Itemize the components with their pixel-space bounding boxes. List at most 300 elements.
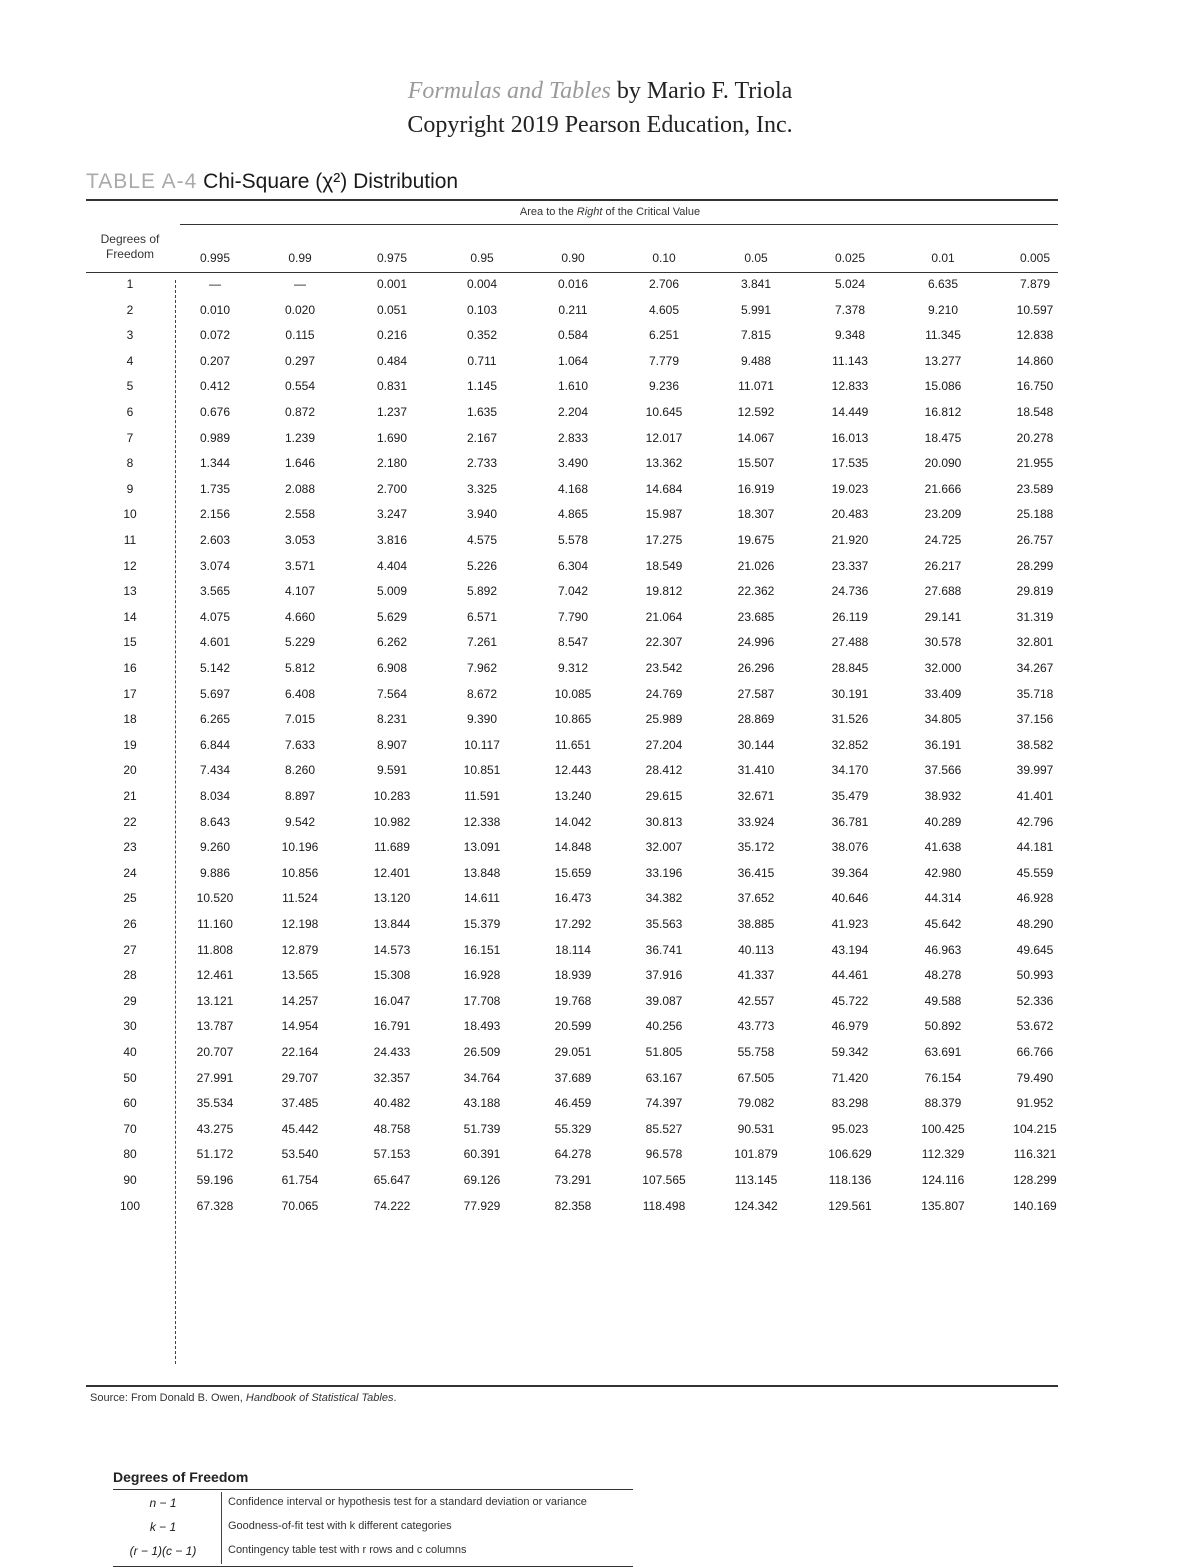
critical-value-cell: 12.401 [373,865,411,880]
critical-value-cell: 10.645 [645,405,683,419]
area-rule [180,224,1058,225]
table-row [0,1071,1200,1096]
critical-value-cell: 38.932 [924,789,962,803]
table-row [0,1096,1200,1121]
dof-item [113,1516,633,1540]
df-cell: 19 [123,737,137,752]
critical-value-cell: 57.153 [373,1147,411,1162]
critical-value-cell: 6.304 [557,558,589,573]
critical-value-cell: 59.196 [196,1173,234,1187]
critical-value-cell: 1.646 [284,456,316,471]
critical-value-cell: 5.578 [557,533,589,547]
df-cell: 5 [126,379,134,394]
critical-value-cell: 11.071 [738,379,774,394]
critical-value-cell: 6.844 [199,737,231,752]
critical-value-cell: 17.535 [831,456,869,471]
critical-value-cell: 45.442 [281,1121,319,1136]
critical-value-cell: 4.865 [557,507,589,522]
critical-value-cell: 37.916 [645,968,683,983]
critical-value-cell: 31.526 [831,712,869,727]
critical-value-cell: 12.443 [554,763,592,778]
critical-value-cell: 7.790 [557,609,589,624]
table-row [0,994,1200,1019]
critical-value-cell: 24.725 [924,533,962,547]
critical-value-cell: 23.589 [1016,481,1054,496]
critical-value-cell: 13.277 [924,353,962,368]
df-cell: 27 [123,942,137,957]
table-row [0,1173,1200,1198]
critical-value-cell: 34.382 [645,891,683,906]
critical-value-cell: 128.299 [1013,1173,1057,1187]
critical-value-cell: 31.319 [1016,609,1054,624]
critical-value-cell: 5.142 [199,661,231,675]
critical-value-cell: 8.672 [466,686,498,701]
critical-value-cell: 124.116 [921,1173,965,1187]
df-cell: 15 [123,635,137,650]
critical-value-cell: — [209,277,221,291]
dof-description: Contingency table test with r rows and c columns [228,1544,467,1556]
critical-value-cell: 0.010 [199,302,231,317]
dof-description: Goodness-of-fit test with k different categories [228,1520,452,1532]
critical-value-cell: 36.741 [645,942,683,957]
df-cell: 100 [119,1198,141,1213]
critical-value-cell: 13.121 [196,993,234,1008]
critical-value-cell: 113.145 [734,1173,778,1187]
critical-value-cell: 27.688 [924,584,962,599]
df-cell: 25 [123,891,137,906]
table-row [0,354,1200,379]
critical-value-cell: 11.591 [464,789,500,803]
critical-value-cell: 24.433 [373,1045,411,1059]
table-row [0,431,1200,456]
critical-value-cell: 16.928 [463,968,501,983]
critical-value-cell: 46.963 [924,942,962,957]
critical-value-cell: 34.805 [924,712,962,727]
table-row [0,1045,1200,1070]
critical-value-cell: 30.578 [924,635,962,650]
critical-value-cell: 35.479 [831,789,869,803]
critical-value-cell: 104.215 [1013,1121,1057,1136]
df-cell: 4 [126,353,134,368]
critical-value-cell: 25.188 [1016,507,1054,522]
critical-value-cell: 41.638 [924,840,962,855]
critical-value-cell: 10.520 [196,891,234,906]
df-cell: 18 [123,712,137,727]
critical-value-cell: 23.685 [737,609,775,624]
table-row [0,482,1200,507]
critical-value-cell: 9.390 [466,712,498,727]
critical-value-cell: 24.769 [645,686,683,701]
dof-top-rule [113,1489,633,1490]
table-name: Chi-Square (χ²) Distribution [203,170,459,193]
critical-value-cell: 40.482 [373,1096,411,1111]
critical-value-cell: 18.939 [554,968,592,983]
df-cell: 16 [123,661,137,675]
critical-value-cell: 6.251 [648,328,680,343]
critical-value-cell: 3.816 [376,533,408,547]
critical-value-cell: 5.629 [376,609,408,624]
critical-value-cell: 15.659 [554,865,592,880]
critical-value-cell: 10.117 [464,737,500,752]
critical-value-cell: 5.991 [740,302,772,317]
df-cell: 7 [126,430,134,445]
critical-value-cell: 2.603 [199,533,231,547]
alpha-header-8: 0.01 [931,251,955,265]
table-row [0,968,1200,993]
critical-value-cell: 53.672 [1016,1019,1054,1034]
df-cell: 1 [126,277,134,291]
critical-value-cell: 20.483 [831,507,869,522]
critical-value-cell: 37.652 [737,891,775,906]
df-column-header: Degrees of Freedom [100,232,160,261]
critical-value-cell: 10.982 [373,814,411,829]
critical-value-cell: 16.151 [463,942,501,957]
critical-value-cell: 1.239 [284,430,316,445]
df-cell: 90 [123,1173,137,1187]
critical-value-cell: 3.571 [284,558,316,573]
critical-value-cell: 18.475 [924,430,962,445]
alpha-header-5: 0.10 [652,251,676,265]
table-row [0,815,1200,840]
critical-value-cell: 1.064 [557,353,589,368]
critical-value-cell: 38.582 [1016,737,1054,752]
df-cell: 17 [123,686,137,701]
table-row [0,328,1200,353]
critical-value-cell: 1.344 [199,456,231,471]
critical-value-cell: 0.211 [558,302,588,317]
critical-value-cell: 32.801 [1016,635,1054,650]
critical-value-cell: 1.735 [199,481,231,496]
df-cell: 2 [126,302,134,317]
critical-value-cell: 41.401 [1016,789,1054,803]
df-cell: 13 [123,584,137,599]
critical-value-cell: 44.461 [831,968,869,983]
critical-value-cell: 41.923 [831,917,869,931]
critical-value-cell: 129.561 [828,1198,872,1213]
critical-value-cell: 32.671 [737,789,775,803]
critical-value-cell: 9.236 [648,379,680,394]
critical-value-cell: 26.119 [832,609,868,624]
critical-value-cell: 14.848 [554,840,592,855]
critical-value-cell: 33.196 [645,865,683,880]
critical-value-cell: 83.298 [831,1096,869,1111]
critical-value-cell: 12.338 [463,814,501,829]
critical-value-cell: 41.337 [737,968,775,983]
dof-formula: (r − 1)(c − 1) [129,1544,197,1558]
critical-value-cell: 135.807 [921,1198,965,1213]
critical-value-cell: 2.706 [648,277,680,291]
critical-value-cell: 0.297 [284,353,316,368]
table-row [0,456,1200,481]
table-row [0,277,1200,302]
critical-value-cell: 11.160 [197,917,233,931]
critical-value-cell: 9.591 [376,763,408,778]
dof-separator [221,1492,222,1516]
df-cell: 50 [123,1070,137,1085]
critical-value-cell: 118.136 [828,1173,872,1187]
table-row [0,507,1200,532]
critical-value-cell: 26.217 [924,558,962,573]
critical-value-cell: 14.860 [1016,353,1054,368]
critical-value-cell: 29.141 [924,609,962,624]
table-row [0,1122,1200,1147]
critical-value-cell: 11.143 [832,353,868,368]
df-cell: 26 [123,917,137,931]
critical-value-cell: 6.571 [466,609,498,624]
critical-value-cell: 8.034 [199,789,231,803]
critical-value-cell: 0.016 [557,277,589,291]
critical-value-cell: 7.633 [284,737,316,752]
critical-value-cell: 16.013 [831,430,869,445]
critical-value-cell: 8.643 [199,814,231,829]
critical-value-cell: 4.575 [466,533,498,547]
critical-value-cell: 73.291 [554,1173,592,1187]
critical-value-cell: 74.222 [373,1198,411,1213]
critical-value-cell: 3.325 [466,481,498,496]
critical-value-cell: 7.261 [466,635,498,650]
critical-value-cell: 13.091 [463,840,501,855]
table-row [0,610,1200,635]
critical-value-cell: 2.156 [199,507,231,522]
critical-value-cell: 3.074 [199,558,231,573]
critical-value-cell: 16.791 [373,1019,411,1034]
critical-value-cell: 31.410 [737,763,775,778]
critical-value-cell: 28.869 [737,712,775,727]
critical-value-cell: 28.299 [1016,558,1054,573]
critical-value-cell: 9.312 [557,661,589,675]
critical-value-cell: 9.260 [199,840,231,855]
critical-value-cell: 106.629 [828,1147,872,1162]
critical-value-cell: 23.337 [831,558,869,573]
table-row [0,1199,1200,1224]
critical-value-cell: 124.342 [734,1198,778,1213]
critical-value-cell: 63.167 [645,1070,683,1085]
alpha-header-2: 0.975 [376,251,408,265]
critical-value-cell: 27.587 [737,686,775,701]
critical-value-cell: 44.181 [1016,840,1054,855]
critical-value-cell: 36.191 [924,737,962,752]
critical-value-cell: 10.856 [281,865,319,880]
author: by Mario F. Triola [610,78,793,104]
alpha-header-1: 0.99 [288,251,312,265]
critical-value-cell: 46.979 [831,1019,869,1034]
critical-value-cell: 5.892 [466,584,498,599]
critical-value-cell: 4.601 [199,635,231,650]
table-row [0,763,1200,788]
critical-value-cell: 29.051 [554,1045,592,1059]
critical-value-cell: 12.592 [737,405,775,419]
critical-value-cell: 36.415 [737,865,775,880]
critical-value-cell: 16.473 [554,891,592,906]
alpha-header-3: 0.95 [470,251,494,265]
critical-value-cell: 27.991 [196,1070,234,1085]
critical-value-cell: 14.611 [464,891,500,906]
critical-value-cell: 6.408 [284,686,316,701]
critical-value-cell: 13.240 [554,789,592,803]
critical-value-cell: 14.067 [737,430,775,445]
critical-value-cell: 2.204 [557,405,589,419]
critical-value-cell: 50.892 [924,1019,962,1034]
critical-value-cell: 46.459 [554,1096,592,1111]
table-row [0,1147,1200,1172]
critical-value-cell: 1.635 [466,405,498,419]
critical-value-cell: 0.872 [284,405,316,419]
critical-value-cell: 9.886 [199,865,231,880]
table-row [0,303,1200,328]
critical-value-cell: 17.275 [645,533,683,547]
critical-value-cell: 10.283 [373,789,411,803]
critical-value-cell: 35.563 [645,917,683,931]
critical-value-cell: 6.262 [376,635,408,650]
critical-value-cell: 7.015 [284,712,316,727]
critical-value-cell: 11.524 [282,891,318,906]
critical-value-cell: 6.265 [199,712,231,727]
table-row [0,712,1200,737]
critical-value-cell: 27.488 [831,635,869,650]
table-row [0,405,1200,430]
critical-value-cell: 21.026 [737,558,775,573]
table-row [0,635,1200,660]
critical-value-cell: 9.488 [740,353,772,368]
dof-section-title: Degrees of Freedom [113,1469,249,1485]
critical-value-cell: 19.675 [737,533,775,547]
critical-value-cell: 15.987 [645,507,683,522]
critical-value-cell: 45.559 [1016,865,1054,880]
critical-value-cell: 49.645 [1016,942,1054,957]
critical-value-cell: 39.364 [831,865,869,880]
df-cell: 14 [123,609,137,624]
critical-value-cell: 15.086 [924,379,962,394]
critical-value-cell: 23.209 [924,507,962,522]
critical-value-cell: 9.210 [927,302,959,317]
critical-value-cell: 61.754 [281,1173,319,1187]
critical-value-cell: 15.308 [373,968,411,983]
table-row [0,661,1200,686]
table-label: TABLE A-4 [86,170,198,193]
critical-value-cell: 7.434 [199,763,231,778]
critical-value-cell: 21.955 [1016,456,1054,471]
critical-value-cell: 19.812 [645,584,683,599]
critical-value-cell: 24.996 [737,635,775,650]
critical-value-cell: 44.314 [924,891,962,906]
critical-value-cell: 0.554 [284,379,316,394]
critical-value-cell: 43.194 [831,942,869,957]
table-title [86,170,458,194]
critical-value-cell: 0.001 [376,277,408,291]
critical-value-cell: 3.940 [466,507,498,522]
critical-value-cell: 70.065 [281,1198,319,1213]
df-cell: 30 [123,1019,137,1034]
table-row [0,917,1200,942]
copyright-line: Copyright 2019 Pearson Education, Inc. [407,112,793,138]
critical-value-cell: 26.757 [1016,533,1054,547]
critical-value-cell: 55.329 [554,1121,592,1136]
critical-value-cell: 13.848 [463,865,501,880]
dof-item [113,1540,633,1564]
critical-value-cell: 18.307 [737,507,775,522]
critical-value-cell: 14.449 [831,405,869,419]
critical-value-cell: 16.919 [737,481,775,496]
critical-value-cell: 22.362 [737,584,775,599]
critical-value-cell: 63.691 [924,1045,962,1059]
critical-value-cell: 40.256 [645,1019,683,1034]
critical-value-cell: 28.845 [831,661,869,675]
critical-value-cell: 13.362 [645,456,683,471]
critical-value-cell: 33.409 [924,686,962,701]
critical-value-cell: 82.358 [554,1198,592,1213]
critical-value-cell: 42.796 [1016,814,1054,829]
critical-value-cell: 0.207 [199,353,231,368]
critical-value-cell: 46.928 [1016,891,1054,906]
critical-value-cell: 74.397 [645,1096,683,1111]
critical-value-cell: 50.993 [1016,968,1054,983]
critical-value-cell: 51.739 [463,1121,501,1136]
df-cell: 21 [123,789,137,803]
critical-value-cell: 5.812 [284,661,316,675]
critical-value-cell: 52.336 [1016,993,1054,1008]
critical-value-cell: 2.558 [284,507,316,522]
critical-value-cell: 20.278 [1016,430,1054,445]
critical-value-cell: 4.660 [284,609,316,624]
critical-value-cell: 66.766 [1016,1045,1054,1059]
table-row [0,584,1200,609]
critical-value-cell: 34.764 [463,1070,501,1085]
critical-value-cell: 91.952 [1016,1096,1054,1111]
dof-formula: k − 1 [149,1520,177,1534]
critical-value-cell: 12.198 [281,917,319,931]
critical-value-cell: 26.509 [463,1045,501,1059]
critical-value-cell: 16.750 [1016,379,1054,394]
critical-value-cell: 21.064 [645,609,683,624]
critical-value-cell: 112.329 [921,1147,965,1162]
alpha-header-4: 0.90 [561,251,585,265]
critical-value-cell: 7.962 [466,661,498,675]
critical-value-cell: 5.229 [284,635,316,650]
document-header-line1 [0,78,1200,105]
critical-value-cell: 18.114 [555,942,591,957]
critical-value-cell: 12.838 [1016,328,1054,343]
alpha-header-9: 0.005 [1019,251,1051,265]
critical-value-cell: 77.929 [463,1198,501,1213]
critical-value-cell: 69.126 [463,1173,501,1187]
critical-value-cell: 6.635 [927,277,959,291]
critical-value-cell: 12.833 [831,379,869,394]
critical-value-cell: 8.907 [376,737,408,752]
critical-value-cell: 10.597 [1016,302,1054,317]
critical-value-cell: 79.082 [737,1096,775,1111]
critical-value-cell: 7.779 [648,353,680,368]
critical-value-cell: 79.490 [1016,1070,1054,1085]
critical-value-cell: 53.540 [281,1147,319,1162]
critical-value-cell: 20.599 [554,1019,592,1034]
dof-item [113,1492,633,1516]
critical-value-cell: 35.172 [737,840,775,855]
critical-value-cell: 14.684 [645,481,683,496]
critical-value-cell: 13.120 [373,891,411,906]
table-row [0,738,1200,763]
critical-value-cell: 45.722 [831,993,869,1008]
critical-value-cell: 0.072 [199,328,231,343]
table-row [0,866,1200,891]
df-cell: 8 [126,456,134,471]
critical-value-cell: 0.115 [285,328,315,343]
critical-value-cell: 3.247 [376,507,408,522]
critical-value-cell: 13.844 [373,917,411,931]
critical-value-cell: 71.420 [831,1070,869,1085]
critical-value-cell: 0.216 [376,328,408,343]
table-row [0,533,1200,558]
critical-value-cell: 5.024 [834,277,866,291]
